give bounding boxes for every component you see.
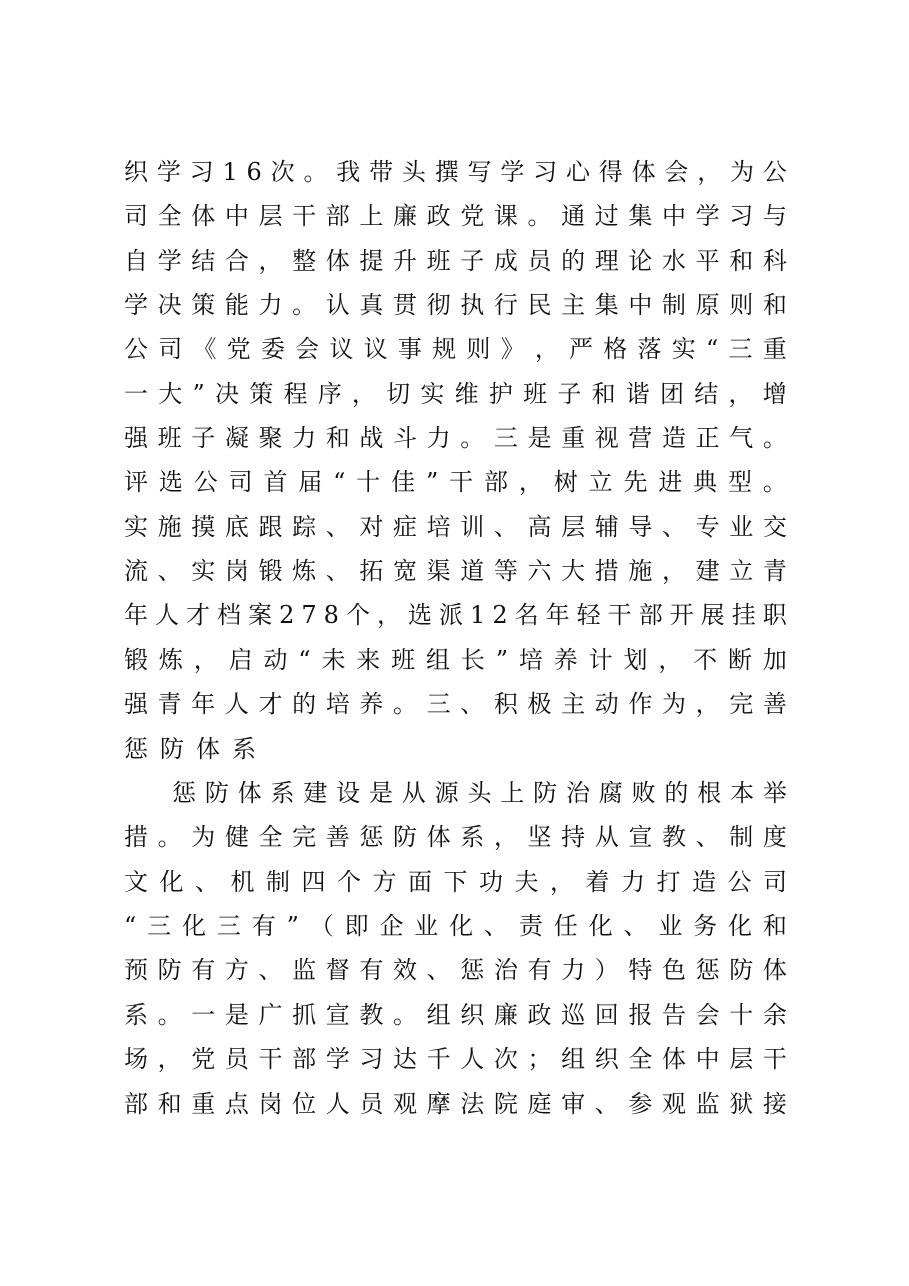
text-line: 文 化 、 机 制 四 个 方 面 下 功 夫 ， 着 力 打 造 公 司	[124, 868, 787, 896]
text-line: 强 青 年 人 才 的 培 养 。 三 、 积 极 主 动 作 为 ， 完 善	[124, 690, 787, 718]
text-line: 评 选 公 司 首 届 “ 十 佳 ” 干 部 ， 树 立 先 进 典 型 。	[124, 468, 787, 496]
text-line: 实 施 摸 底 跟 踪 、 对 症 培 训 、 高 层 辅 导 、 专 业 交	[124, 513, 787, 541]
text-line: 系 。 一 是 广 抓 宣 教 。 组 织 廉 政 巡 回 报 告 会 十 余	[124, 1001, 787, 1029]
text-line: 司 全 体 中 层 干 部 上 廉 政 党 课 。 通 过 集 中 学 习 与	[124, 202, 787, 230]
text-line: 流 、 实 岗 锻 炼 、 拓 宽 渠 道 等 六 大 措 施 ， 建 立 青	[124, 557, 787, 585]
text-line: 场 ， 党 员 干 部 学 习 达 千 人 次 ； 组 织 全 体 中 层 干	[124, 1045, 787, 1073]
text-line: 自 学 结 合 ， 整 体 提 升 班 子 成 员 的 理 论 水 平 和 科	[124, 247, 787, 275]
text-line: 强 班 子 凝 聚 力 和 战 斗 力 。 三 是 重 视 营 造 正 气 。	[124, 424, 787, 452]
text-line: 年 人 才 档 案 2 7 8 个 ， 选 派 1 2 名 年 轻 干 部 开 展 挂 职	[124, 601, 787, 629]
text-line: 锻 炼 ， 启 动 “ 未 来 班 组 长 ” 培 养 计 划 ， 不 断 加	[124, 646, 787, 674]
text-line: 预 防 有 方 、 监 督 有 效 、 惩 治 有 力 ） 特 色 惩 防 体	[124, 956, 787, 984]
text-line: “ 三 化 三 有 ” （ 即 企 业 化 、 责 任 化 、 业 务 化 和	[124, 912, 787, 940]
text-line: 织 学 习 1 6 次 。 我 带 头 撰 写 学 习 心 得 体 会 ， 为 公	[124, 158, 787, 186]
text-line: 学 决 策 能 力 。 认 真 贯 彻 执 行 民 主 集 中 制 原 则 和	[124, 291, 787, 319]
paragraph-first-line: 惩 防 体 系 建 设 是 从 源 头 上 防 治 腐 败 的 根 本 举	[172, 779, 787, 807]
text-line: 一 大 ” 决 策 程 序 ， 切 实 维 护 班 子 和 谐 团 结 ， 增	[124, 380, 787, 408]
text-line: 措 。 为 健 全 完 善 惩 防 体 系 ， 坚 持 从 宣 教 、 制 度	[124, 823, 787, 851]
text-line: 部 和 重 点 岗 位 人 员 观 摩 法 院 庭 审 、 参 观 监 狱 接	[124, 1090, 787, 1118]
text-line: 公 司 《 党 委 会 议 议 事 规 则 》 ， 严 格 落 实 “ 三 重	[124, 335, 787, 363]
section-heading-tail: 惩防体系	[124, 735, 268, 763]
